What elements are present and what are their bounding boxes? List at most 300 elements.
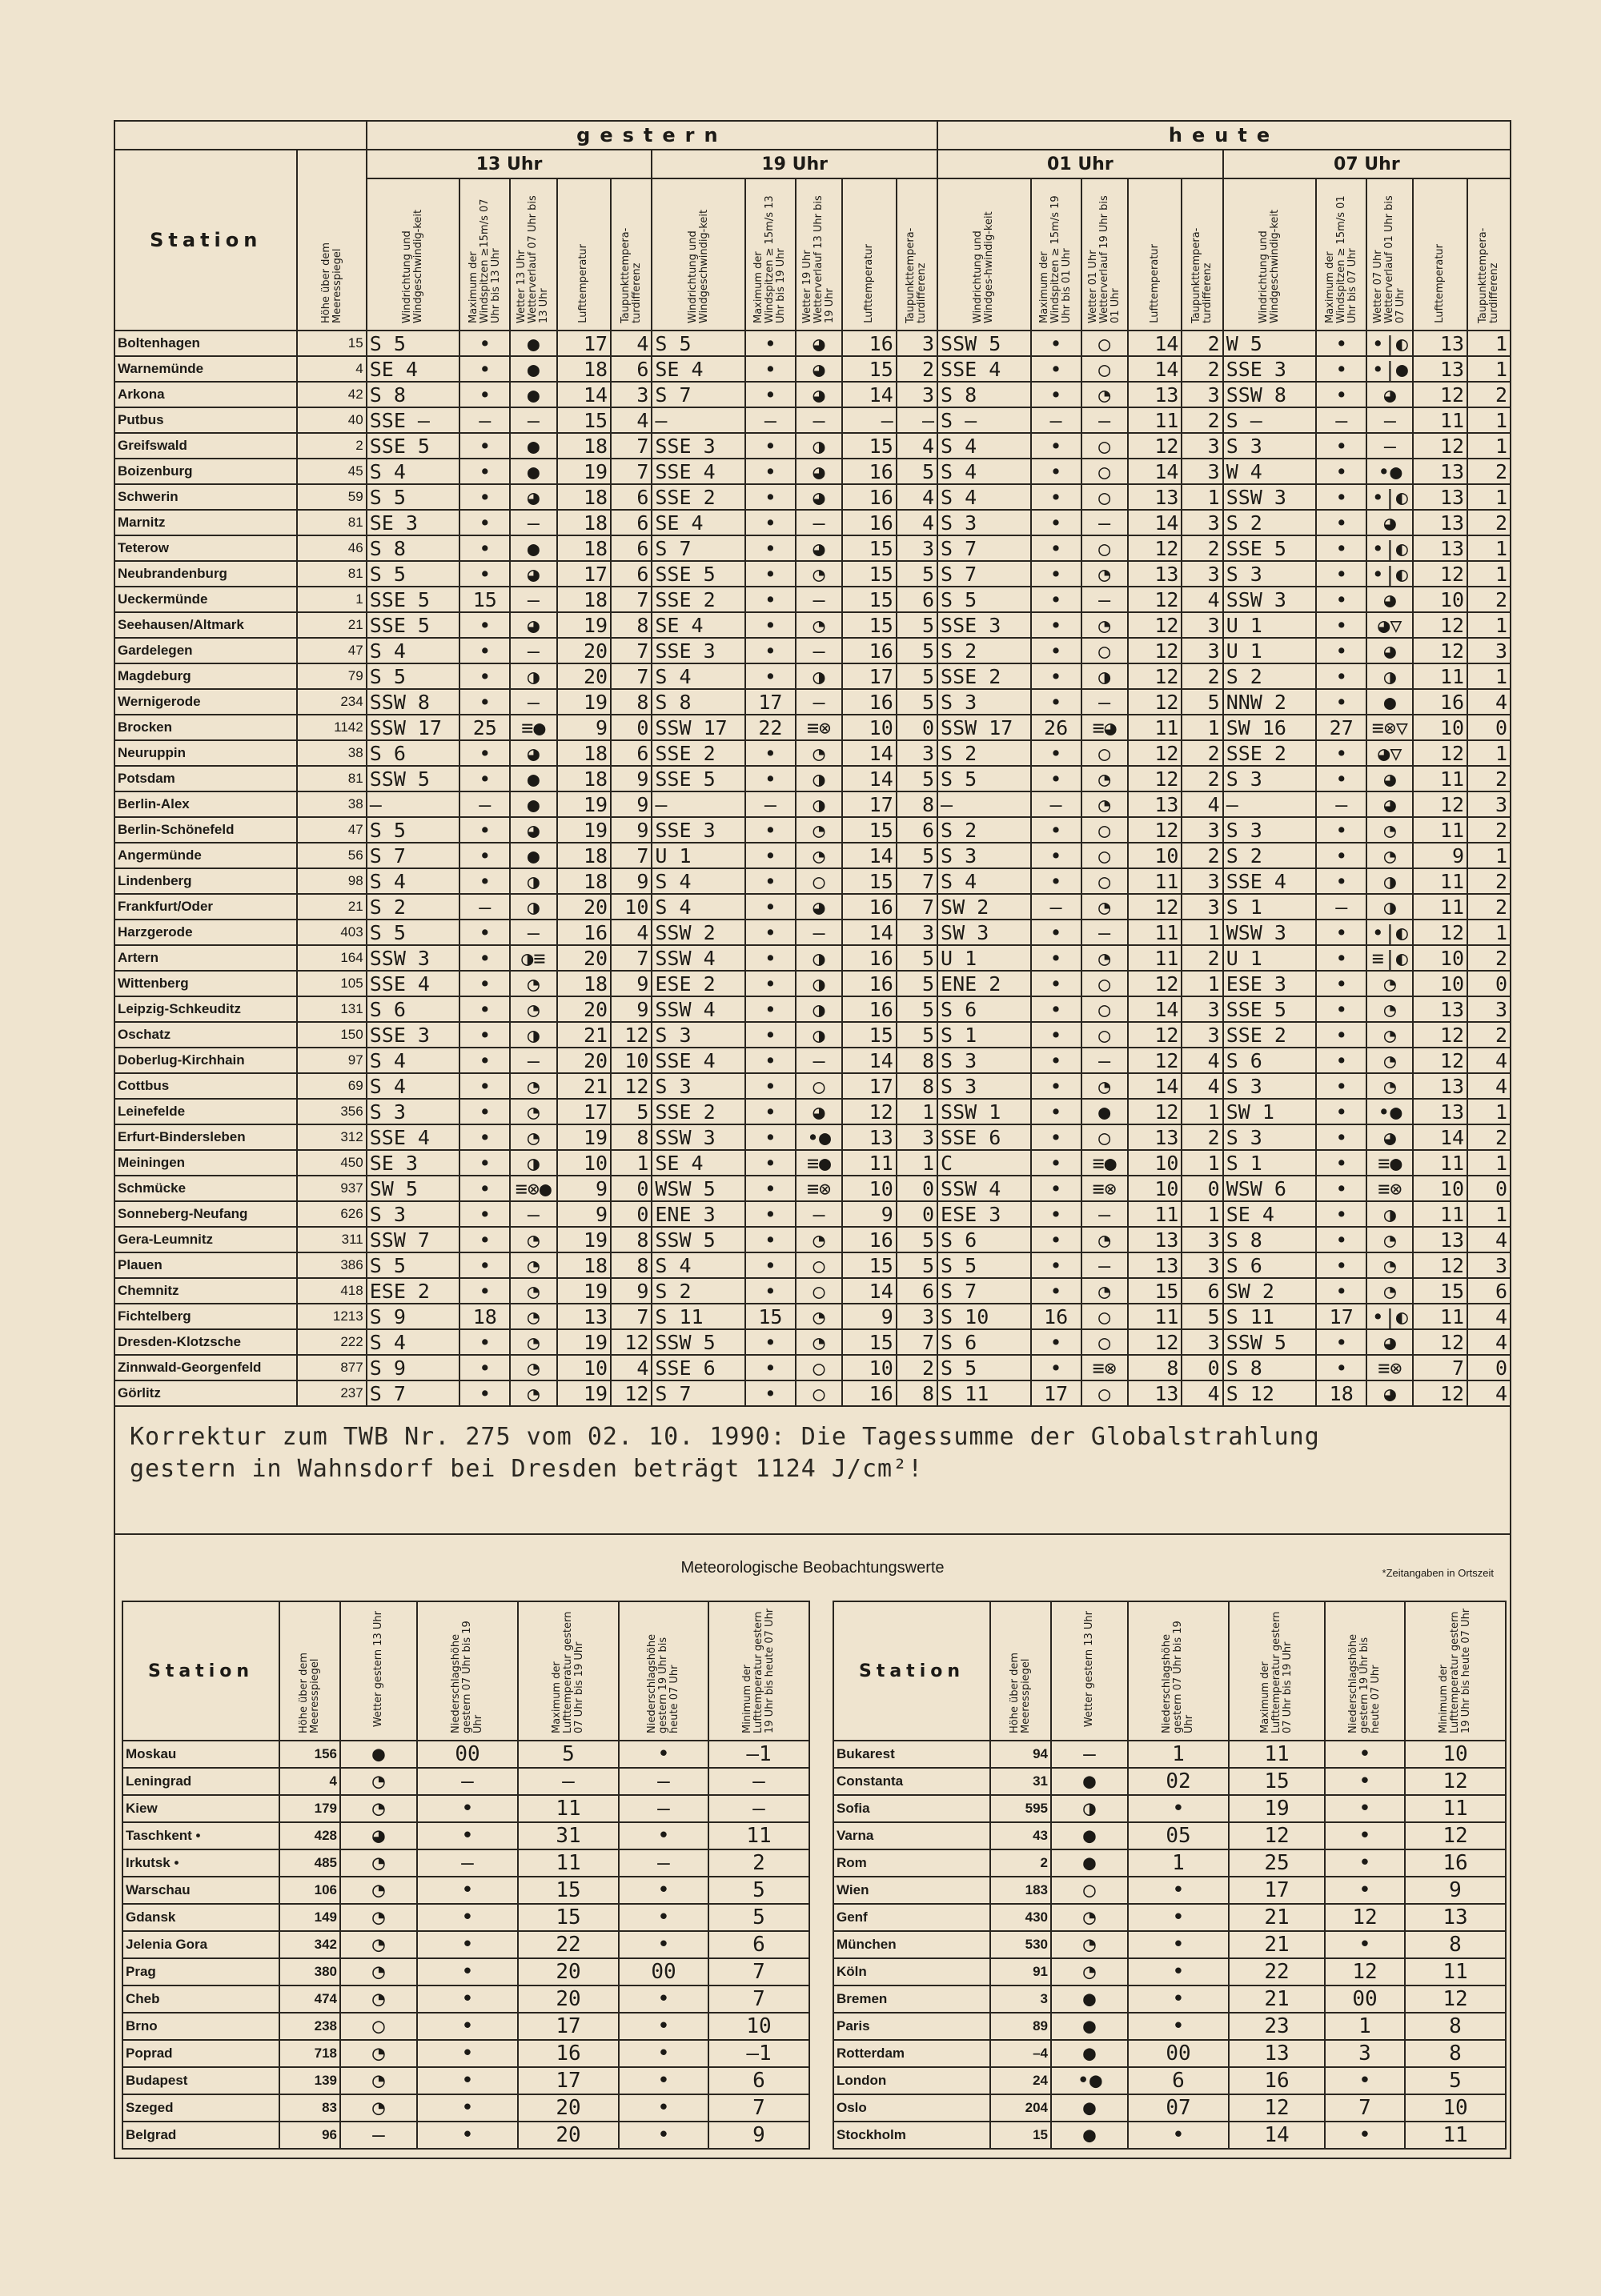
dew-07-header: Taupunkttempera-turdifferenz [1467, 178, 1511, 331]
station-name-cell: Rotterdam [833, 2040, 990, 2067]
temp-min-cell: – [708, 1768, 809, 1795]
temp-min-cell: 9 [1405, 1877, 1506, 1904]
temp-19-cell: 16 [842, 894, 897, 920]
dew-13-cell: 0 [611, 1201, 652, 1227]
dew-07-cell: 1 [1467, 407, 1511, 433]
weather-19-cell: – [796, 638, 842, 663]
weather-13-cell: ◔ [340, 1931, 417, 1958]
temp-19-cell: 14 [842, 382, 897, 407]
station-row [114, 561, 1511, 587]
weather-01-cell: ○ [1081, 996, 1128, 1022]
weather-01-cell: – [1081, 1252, 1128, 1278]
temp-19-cell: 16 [842, 638, 897, 663]
observation-row [833, 1904, 1506, 1931]
wind-19-cell: SE 4 [652, 612, 745, 638]
wind-01-cell: S 5 [937, 1355, 1031, 1380]
temp-07-cell: 13 [1413, 484, 1467, 510]
wind-07-cell: S 8 [1223, 1355, 1317, 1380]
observation-row [833, 2067, 1506, 2094]
dew-13-cell: 12 [611, 1022, 652, 1048]
gust-13-cell: • [459, 663, 510, 689]
dew-07-cell: 1 [1467, 535, 1511, 561]
station-row [114, 894, 1511, 920]
temp-07-cell: 13 [1413, 510, 1467, 535]
gust-07-cell: 27 [1316, 715, 1366, 740]
precip-day-cell: • [417, 1795, 518, 1822]
station-name-cell: Gardelegen [114, 638, 297, 663]
weather-01-cell: ◑ [1081, 663, 1128, 689]
gust-07-cell: • [1316, 1048, 1366, 1073]
temp-07-cell: 13 [1413, 535, 1467, 561]
altitude-cell: 183 [990, 1877, 1051, 1904]
altitude-cell: 15 [297, 331, 366, 356]
weather-13-cell: ● [510, 791, 556, 817]
dew-01-cell: 4 [1182, 791, 1222, 817]
temp-13-cell: 17 [557, 331, 612, 356]
wind-01-cell: SW 3 [937, 920, 1031, 945]
weather-01-cell: ◔ [1081, 1073, 1128, 1099]
gust-13-cell: • [459, 1355, 510, 1380]
wind-19-cell: – [652, 791, 745, 817]
altitude-header: Höhe über dem Meeresspiegel [297, 150, 366, 331]
station-header: Station [114, 150, 297, 331]
weather-13-cell: ● [510, 843, 556, 868]
dew-01-cell: 2 [1182, 740, 1222, 766]
dew-19-cell: 3 [897, 382, 937, 407]
weather-19-cell: ○ [796, 1380, 842, 1406]
precip-day-cell: • [1128, 2013, 1229, 2040]
temp-min-cell: 11 [1405, 2122, 1506, 2149]
weather-19-cell: ○ [796, 1355, 842, 1380]
correction-note [114, 1407, 1511, 1535]
weather-01-cell: ◔ [1081, 766, 1128, 791]
observation-row [833, 1822, 1506, 1849]
precip-day-cell: • [1128, 1958, 1229, 1985]
dew-13-cell: 10 [611, 894, 652, 920]
station-name-cell: Putbus [114, 407, 297, 433]
station-name-cell: Sofia [833, 1795, 990, 1822]
weather-01-cell: ≡● [1081, 1150, 1128, 1176]
dew-19-cell: 0 [897, 1176, 937, 1201]
temp-01-cell: 14 [1128, 459, 1182, 484]
wind-13-cell: S 9 [367, 1355, 460, 1380]
weather-19-cell: ◔ [796, 740, 842, 766]
precip-day-cell: • [1128, 1877, 1229, 1904]
temp-01-cell: 14 [1128, 331, 1182, 356]
dew-19-cell: 5 [897, 1252, 937, 1278]
precip-day-cell: • [1128, 2122, 1229, 2149]
temp-01-cell: 13 [1128, 1124, 1182, 1150]
wind-01-cell: S 6 [937, 1329, 1031, 1355]
precip-day-cell: • [417, 2040, 518, 2067]
gust-19-cell: • [745, 1099, 796, 1124]
gust-01-cell: • [1031, 1150, 1081, 1176]
temp-01-cell: 13 [1128, 1380, 1182, 1406]
temp-01-cell: 13 [1128, 561, 1182, 587]
gust-07-cell: • [1316, 766, 1366, 791]
gust-01-cell: • [1031, 1329, 1081, 1355]
temp-13-cell: 16 [557, 920, 612, 945]
temp-max-cell: – [518, 1768, 619, 1795]
altitude-cell: –4 [990, 2040, 1051, 2067]
weather-13-cell: ● [1051, 2040, 1128, 2067]
temp-13-cell: 21 [557, 1022, 612, 1048]
gust-01-cell: • [1031, 689, 1081, 715]
temp-19-cell: 16 [842, 945, 897, 971]
station-name-cell: Ueckermünde [114, 587, 297, 612]
weather-13-cell: ≡● [510, 715, 556, 740]
weather-07-cell: ◔ [1366, 1073, 1413, 1099]
temp-13-cell: 19 [557, 817, 612, 843]
altitude-cell: 69 [297, 1073, 366, 1099]
altitude-cell: 91 [990, 1958, 1051, 1985]
dew-19-cell: 4 [897, 433, 937, 459]
precip-day-cell: • [1128, 1904, 1229, 1931]
temp-13-cell: 19 [557, 689, 612, 715]
temp-07-cell: 13 [1413, 996, 1467, 1022]
dew-07-cell: 3 [1467, 791, 1511, 817]
precip-night-cell: 00 [619, 1958, 708, 1985]
altitude-cell: 31 [990, 1768, 1051, 1795]
gust-01-cell: • [1031, 510, 1081, 535]
dew-13-cell: 10 [611, 1048, 652, 1073]
wind-13-cell: SSE – [367, 407, 460, 433]
dew-07-cell: 4 [1467, 689, 1511, 715]
dew-13-cell: 8 [611, 612, 652, 638]
temp-13-cell: 19 [557, 1380, 612, 1406]
dew-13-cell: 4 [611, 407, 652, 433]
weather-19-header: Wetter 19 Uhr Wetterverlauf 13 Uhr bis 19 Uhr [796, 178, 842, 331]
dew-07-cell: 3 [1467, 996, 1511, 1022]
temp-19-cell: 14 [842, 843, 897, 868]
station-name-cell: Prag [122, 1958, 279, 1985]
gust-01-cell: 16 [1031, 1304, 1081, 1329]
gust-07-cell: • [1316, 510, 1366, 535]
obs-right-precip2-header: Niederschlagshöhe gestern 19 Uhr bis heute 07 Uhr [1325, 1601, 1405, 1741]
wind-01-cell: S 2 [937, 740, 1031, 766]
observation-row [122, 1768, 809, 1795]
altitude-cell: 38 [297, 791, 366, 817]
precip-day-cell: • [417, 1822, 518, 1849]
weather-01-cell: ● [1081, 1099, 1128, 1124]
wind-01-cell: SSE 6 [937, 1124, 1031, 1150]
observation-table-left [122, 1601, 810, 2150]
temp-13-cell: 10 [557, 1355, 612, 1380]
altitude-cell: 311 [297, 1227, 366, 1252]
wind-19-cell: SE 4 [652, 510, 745, 535]
wind-13-cell: S 5 [367, 663, 460, 689]
dew-19-cell: 8 [897, 791, 937, 817]
temp-max-cell: 21 [1229, 1904, 1325, 1931]
weather-19-cell: ≡⊗ [796, 715, 842, 740]
precip-night-cell: • [619, 2040, 708, 2067]
gust-13-cell: – [459, 407, 510, 433]
weather-07-cell: ◔ [1366, 1048, 1413, 1073]
gust-19-cell: • [745, 996, 796, 1022]
dew-19-cell: 6 [897, 817, 937, 843]
wind-07-cell: S 3 [1223, 433, 1317, 459]
weather-19-cell: ◕ [796, 382, 842, 407]
wind-01-cell: S 3 [937, 689, 1031, 715]
altitude-cell: 530 [990, 1931, 1051, 1958]
wind-01-cell: S 3 [937, 510, 1031, 535]
weather-07-cell: ◔ [1366, 1227, 1413, 1252]
wind-19-cell: S 5 [652, 331, 745, 356]
station-weather-table [114, 120, 1511, 1407]
wind-07-cell: WSW 6 [1223, 1176, 1317, 1201]
wind-01-cell: SSW 17 [937, 715, 1031, 740]
weather-07-cell: ◔ [1366, 996, 1413, 1022]
wind-19-cell: SSE 3 [652, 433, 745, 459]
altitude-cell: 47 [297, 817, 366, 843]
station-name-cell: München [833, 1931, 990, 1958]
altitude-cell: 164 [297, 945, 366, 971]
weather-19-cell: ○ [796, 1278, 842, 1304]
wind-01-cell: – [937, 791, 1031, 817]
time-07-header: 07 Uhr [1223, 150, 1511, 178]
weather-07-cell: ◕ [1366, 1329, 1413, 1355]
station-name-cell: Frankfurt/Oder [114, 894, 297, 920]
station-name-cell: Boizenburg [114, 459, 297, 484]
weather-01-cell: ○ [1081, 817, 1128, 843]
altitude-cell: 79 [297, 663, 366, 689]
station-name-cell: Meiningen [114, 1150, 297, 1176]
gust-19-cell: • [745, 663, 796, 689]
dew-19-cell: 5 [897, 1022, 937, 1048]
temp-01-cell: 12 [1128, 689, 1182, 715]
wind-01-cell: S 7 [937, 561, 1031, 587]
temp-01-header: Lufttemperatur [1128, 178, 1182, 331]
obs-left-tmin-header: Minimum der Lufttemperatur gestern 19 Uhr bis heute 07 Uhr [708, 1601, 809, 1741]
gust-13-cell: • [459, 996, 510, 1022]
altitude-cell: 2 [990, 1849, 1051, 1877]
precip-night-cell: 00 [1325, 1985, 1405, 2013]
station-name-cell: Köln [833, 1958, 990, 1985]
altitude-cell: 595 [990, 1795, 1051, 1822]
precip-day-cell: • [1128, 1931, 1229, 1958]
gust-19-cell: • [745, 920, 796, 945]
wind-13-header: Windrichtung und Windgeschwindig-keit [367, 178, 460, 331]
temp-min-cell: 16 [1405, 1849, 1506, 1877]
wind-19-cell: SSW 2 [652, 920, 745, 945]
temp-01-cell: 10 [1128, 1150, 1182, 1176]
dew-13-cell: 7 [611, 1304, 652, 1329]
weather-07-cell: ◔ [1366, 843, 1413, 868]
altitude-cell: 4 [297, 356, 366, 382]
dew-01-cell: 1 [1182, 971, 1222, 996]
weather-19-cell: ◕ [796, 894, 842, 920]
temp-19-cell: 15 [842, 433, 897, 459]
dew-13-cell: 0 [611, 1176, 652, 1201]
temp-01-cell: 11 [1128, 1304, 1182, 1329]
gust-19-cell: • [745, 535, 796, 561]
dew-13-cell: 8 [611, 1227, 652, 1252]
dew-13-cell: 7 [611, 433, 652, 459]
weather-13-cell: ◑ [510, 894, 556, 920]
temp-07-cell: 12 [1413, 612, 1467, 638]
precip-night-cell: 12 [1325, 1958, 1405, 1985]
temp-19-cell: 13 [842, 1124, 897, 1150]
station-name-cell: Oschatz [114, 1022, 297, 1048]
gust-19-cell: • [745, 1380, 796, 1406]
temp-19-cell: 15 [842, 356, 897, 382]
weather-13-cell: ● [510, 459, 556, 484]
gust-01-cell: • [1031, 484, 1081, 510]
station-name-cell: Berlin-Schönefeld [114, 817, 297, 843]
station-name-cell: Moskau [122, 1741, 279, 1768]
temp-07-cell: 10 [1413, 1176, 1467, 1201]
wind-13-cell: S 5 [367, 484, 460, 510]
observation-row [122, 2122, 809, 2149]
temp-19-cell: – [842, 407, 897, 433]
wind-01-cell: SSE 2 [937, 663, 1031, 689]
weather-19-cell: ◑ [796, 945, 842, 971]
dew-19-cell: 5 [897, 971, 937, 996]
gust-13-header: Maximum der Windspitzen ≥15m/s 07 Uhr bis 13 Uhr [459, 178, 510, 331]
weather-19-cell: ◕ [796, 459, 842, 484]
weather-13-cell: ◔ [510, 1380, 556, 1406]
temp-01-cell: 14 [1128, 996, 1182, 1022]
gust-01-cell: • [1031, 587, 1081, 612]
precip-night-cell: 7 [1325, 2094, 1405, 2122]
temp-13-cell: 17 [557, 561, 612, 587]
gust-01-cell: • [1031, 1252, 1081, 1278]
weather-13-cell: ◑≡ [510, 945, 556, 971]
station-row [114, 484, 1511, 510]
weather-19-cell: ≡● [796, 1150, 842, 1176]
dew-01-cell: 1 [1182, 715, 1222, 740]
station-row [114, 1176, 1511, 1201]
gust-13-cell: • [459, 1150, 510, 1176]
dew-07-cell: 4 [1467, 1304, 1511, 1329]
gust-13-cell: • [459, 1048, 510, 1073]
observation-row [122, 1985, 809, 2013]
temp-13-cell: 18 [557, 1252, 612, 1278]
observation-row [122, 1904, 809, 1931]
gust-19-cell: 17 [745, 689, 796, 715]
wind-19-cell: SE 4 [652, 356, 745, 382]
weather-19-cell: ◕ [796, 535, 842, 561]
wind-01-cell: S 4 [937, 433, 1031, 459]
weather-13-cell: ◑ [510, 1150, 556, 1176]
gust-13-cell: • [459, 868, 510, 894]
gust-01-cell: • [1031, 535, 1081, 561]
temp-min-cell: 6 [708, 2067, 809, 2094]
wind-07-cell: W 5 [1223, 331, 1317, 356]
dew-07-cell: 1 [1467, 433, 1511, 459]
gust-07-cell: 17 [1316, 1304, 1366, 1329]
dew-19-cell: 5 [897, 996, 937, 1022]
station-row [114, 612, 1511, 638]
gust-07-cell: – [1316, 894, 1366, 920]
weather-01-cell: ≡⊗ [1081, 1355, 1128, 1380]
wind-01-cell: U 1 [937, 945, 1031, 971]
altitude-cell: 2 [297, 433, 366, 459]
temp-07-cell: 11 [1413, 1150, 1467, 1176]
dew-19-cell: 2 [897, 356, 937, 382]
gust-13-cell: • [459, 740, 510, 766]
weather-19-cell: ◕ [796, 484, 842, 510]
wind-13-cell: S 4 [367, 638, 460, 663]
wind-19-cell: U 1 [652, 843, 745, 868]
temp-19-cell: 15 [842, 1022, 897, 1048]
weather-13-cell: – [510, 1048, 556, 1073]
weather-13-cell: ◔ [510, 1278, 556, 1304]
wind-01-cell: S 3 [937, 843, 1031, 868]
precip-day-cell: 05 [1128, 1822, 1229, 1849]
temp-max-cell: 17 [518, 2013, 619, 2040]
weather-13-cell: ◔ [340, 1768, 417, 1795]
temp-min-cell: 5 [1405, 2067, 1506, 2094]
temp-13-cell: 17 [557, 1099, 612, 1124]
temp-01-cell: 12 [1128, 971, 1182, 996]
weather-07-cell: ◕▽ [1366, 740, 1413, 766]
wind-01-cell: S 6 [937, 1227, 1031, 1252]
dew-01-cell: 3 [1182, 561, 1222, 587]
dew-13-cell: 5 [611, 1099, 652, 1124]
altitude-cell: 4 [279, 1768, 340, 1795]
weather-13-cell: – [510, 587, 556, 612]
temp-07-cell: 11 [1413, 766, 1467, 791]
obs-left-wx-header: Wetter gestern 13 Uhr [340, 1601, 417, 1741]
temp-01-cell: 13 [1128, 791, 1182, 817]
gust-01-cell: – [1031, 407, 1081, 433]
temp-13-cell: 20 [557, 894, 612, 920]
station-name-cell: Artern [114, 945, 297, 971]
dew-07-cell: 1 [1467, 920, 1511, 945]
wind-07-cell: U 1 [1223, 945, 1317, 971]
altitude-cell: 3 [990, 1985, 1051, 2013]
temp-min-cell: 7 [708, 1958, 809, 1985]
dew-19-cell: 0 [897, 1201, 937, 1227]
station-row [114, 1201, 1511, 1227]
station-row [114, 1304, 1511, 1329]
weather-19-cell: ◔ [796, 1304, 842, 1329]
dew-01-cell: 4 [1182, 1073, 1222, 1099]
gust-19-cell: 15 [745, 1304, 796, 1329]
station-name-cell: Cheb [122, 1985, 279, 2013]
weather-01-cell: ≡◕ [1081, 715, 1128, 740]
weather-01-cell: ○ [1081, 1304, 1128, 1329]
gust-13-cell: • [459, 1278, 510, 1304]
precip-day-cell: 02 [1128, 1768, 1229, 1795]
station-name-cell: Genf [833, 1904, 990, 1931]
weather-01-cell: ◔ [1081, 945, 1128, 971]
wind-19-cell: SSE 4 [652, 459, 745, 484]
dew-07-cell: 0 [1467, 1176, 1511, 1201]
dew-01-cell: 2 [1182, 535, 1222, 561]
observation-row [122, 2040, 809, 2067]
dew-19-cell: 8 [897, 1380, 937, 1406]
gust-19-cell: • [745, 1278, 796, 1304]
dew-19-cell: 5 [897, 663, 937, 689]
weather-07-cell: ◕ [1366, 510, 1413, 535]
weather-13-cell: ● [510, 356, 556, 382]
altitude-cell: 485 [279, 1849, 340, 1877]
precip-night-cell: • [1325, 2122, 1405, 2149]
gust-07-cell: • [1316, 587, 1366, 612]
temp-07-cell: 12 [1413, 1022, 1467, 1048]
gust-01-cell: • [1031, 433, 1081, 459]
temp-19-cell: 10 [842, 1176, 897, 1201]
temp-19-cell: 17 [842, 663, 897, 689]
station-row [114, 920, 1511, 945]
weather-13-cell: ● [510, 766, 556, 791]
station-name-cell: Teterow [114, 535, 297, 561]
gust-13-cell: • [459, 1073, 510, 1099]
gust-19-cell: • [745, 331, 796, 356]
station-name-cell: Warschau [122, 1877, 279, 1904]
